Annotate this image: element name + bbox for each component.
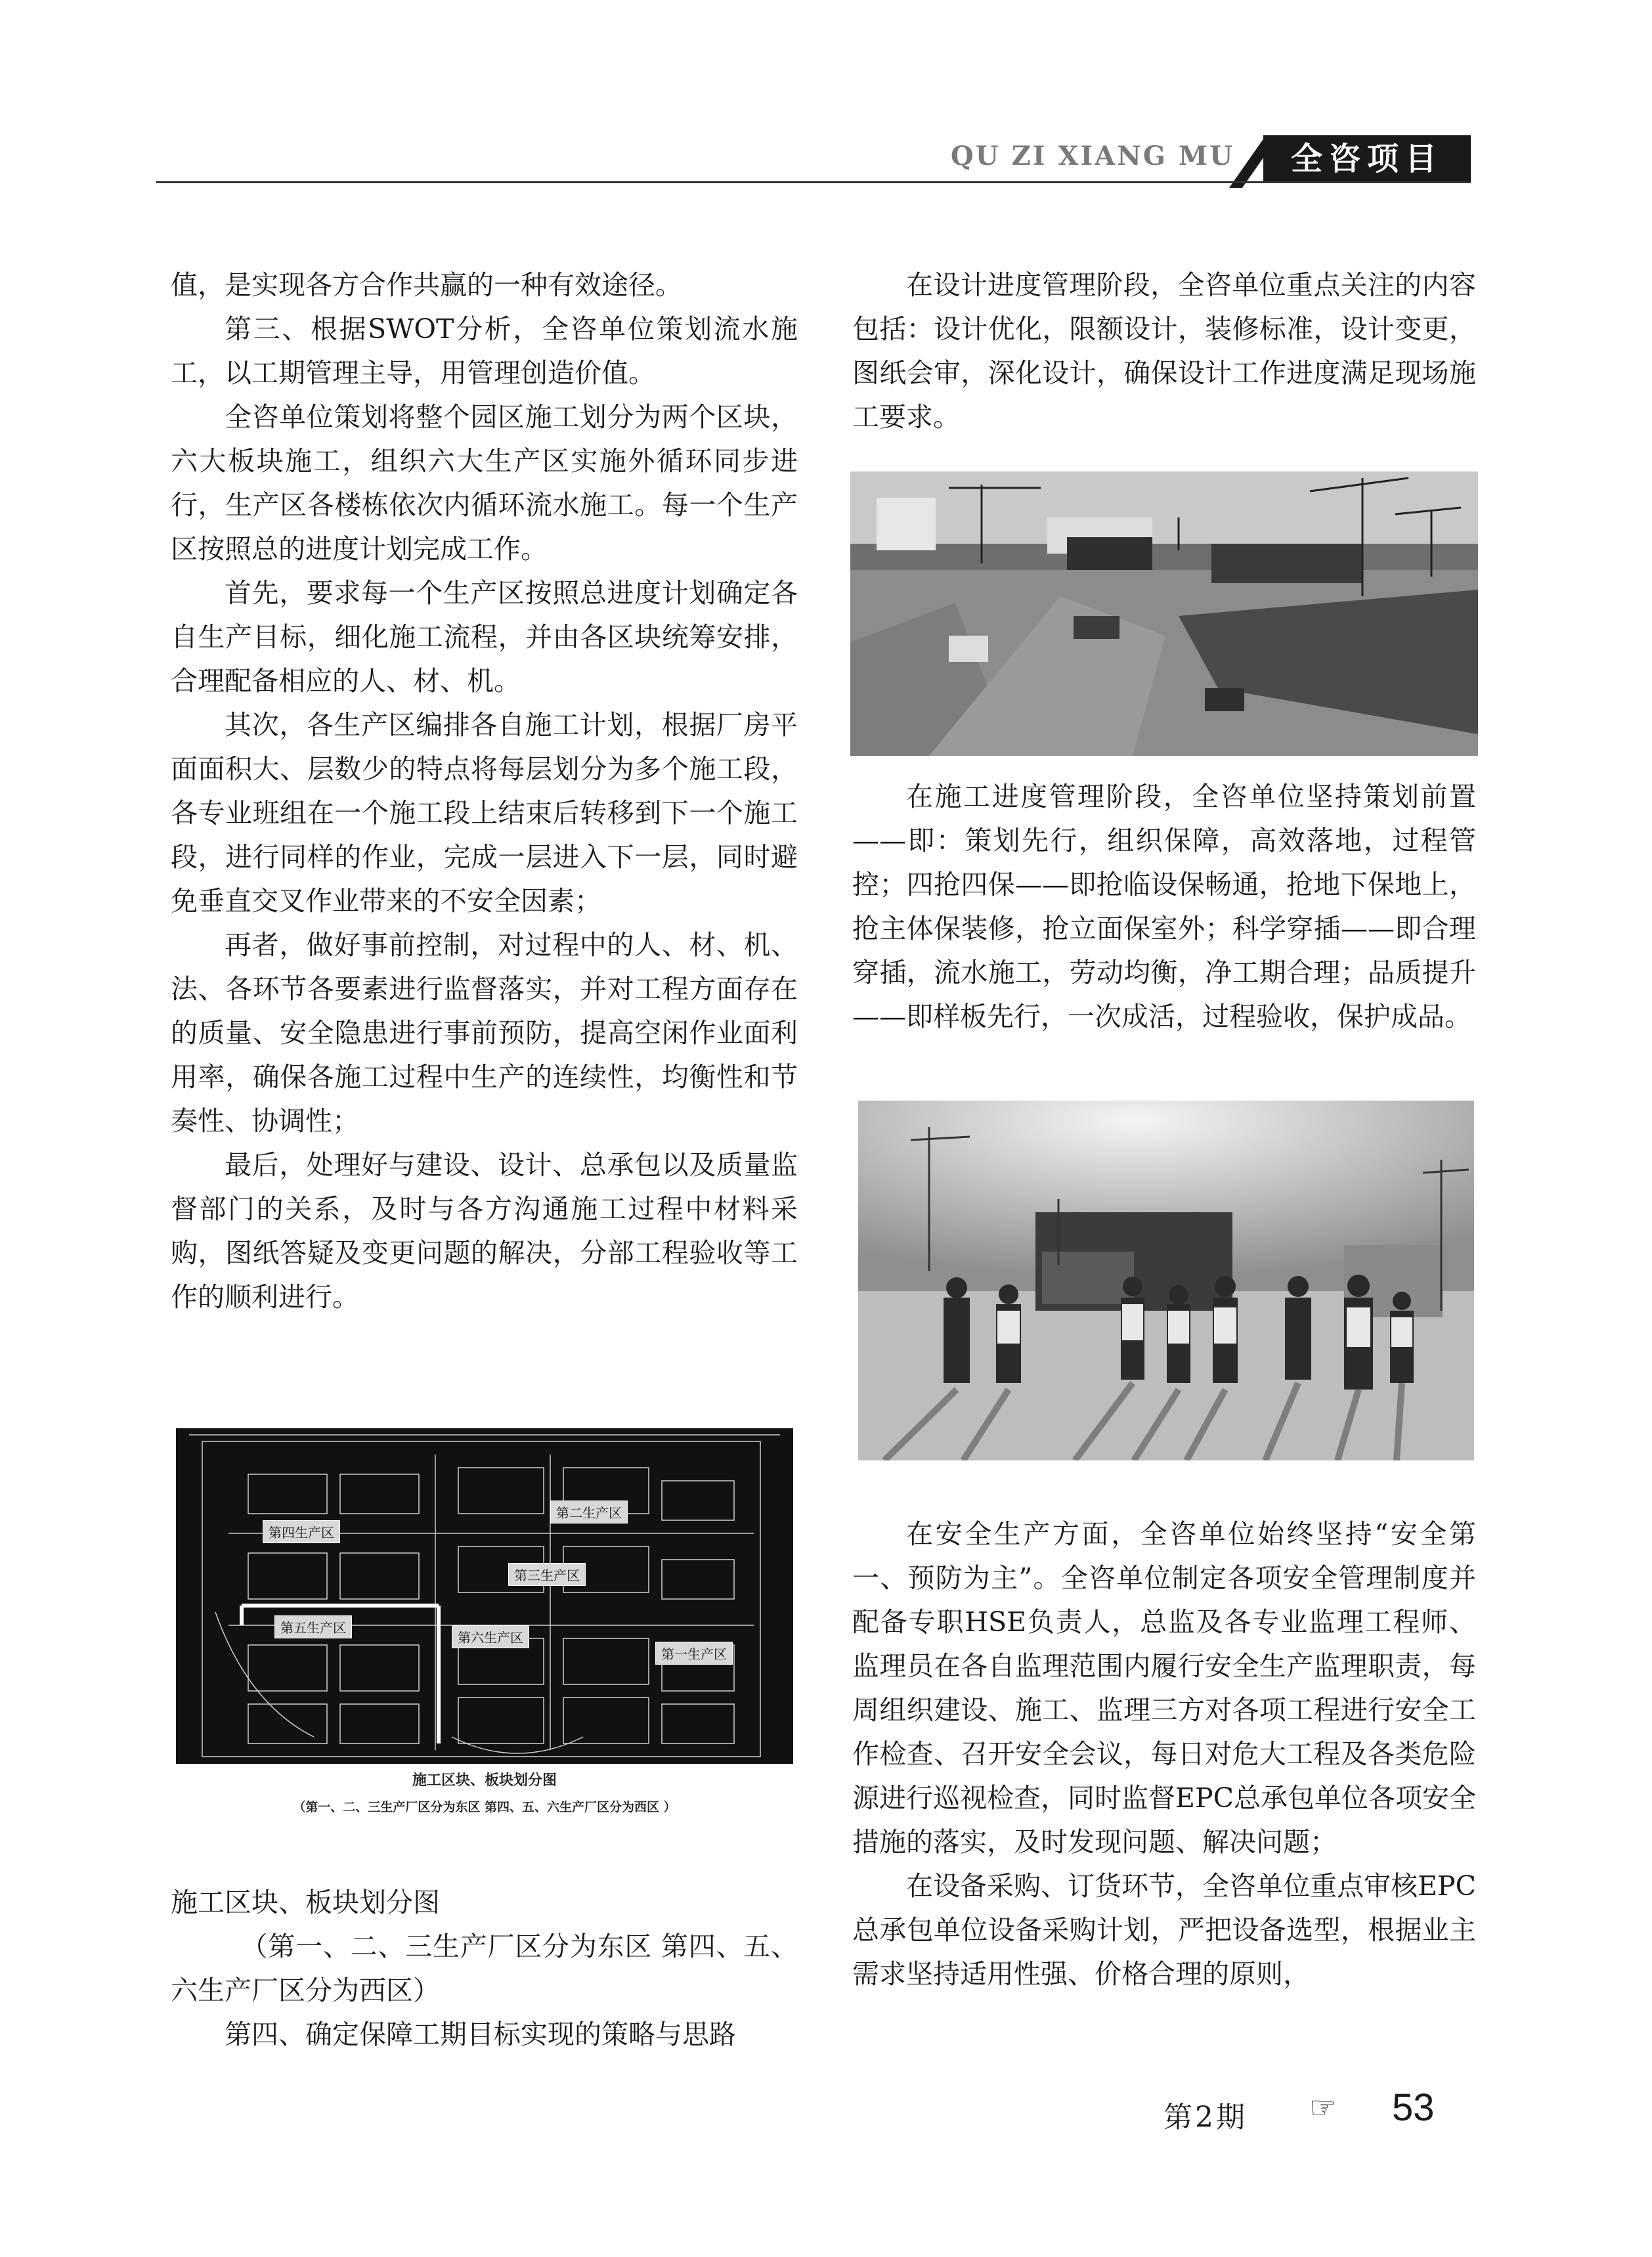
paragraph: 在安全生产方面，全咨单位始终坚持“安全第一、预防为主”。全咨单位制定各项安全管理制度并配备专职HSE负责人，总监及各专业监理工程师、监理员在各自监理范围内履行安全生产监理职责，每周组织建设、施工、监理三方对各项工程进行安全工作检查、召开安全会议，每日对危大工程及各类危险源进行巡视检查，同时监督EPC总承包单位各项安全措施的落实，及时发现问题、解决问题； [852,1518,1476,1858]
paragraph: 在设计进度管理阶段，全咨单位重点关注的内容包括：设计优化，限额设计，装修标准，设计变更，图纸会审，深化设计，确保设计工作进度满足现场施工要求。 [852,269,1476,433]
paragraph: 最后，处理好与建设、设计、总承包以及质量监督部门的关系，及时与各方沟通施工过程中材料采购，图纸答疑及变更问题的解决，分部工程验收等工作的顺利进行。 [171,1149,798,1313]
right-column-text-middle [852,775,1476,1039]
paragraph: 其次，各生产区编排各自施工计划，根据厂房平面面积大、层数少的特点将每层划分为多个施工段，各专业班组在一个施工段上结束后转移到下一个施工段，进行同样的作业，完成一层进入下一层，同时避免垂直交叉作业带来的不安全因素； [171,709,798,917]
issue-number: 第2期 [1163,2101,1248,2134]
paragraph: 在施工进度管理阶段，全咨单位坚持策划前置——即：策划先行，组织保障，高效落地，过程管控；四抢四保——即抢临设保畅通，抢地下保地上，抢主体保装修，抢立面保室外；科学穿插——即合理穿插，流水施工，劳动均衡，净工期合理；品质提升——即样板先行，一次成活，过程验收，保护成品。 [852,781,1476,1032]
zone-label-2: 第二生产区 [550,1501,628,1523]
plan-figure-inner-caption [176,1764,793,1830]
pointing-hand-icon: ☞ [1309,2090,1337,2125]
plan-caption-title: 施工区块、板块划分图 [412,1772,557,1789]
running-header-pinyin: QU ZI XIANG MU [950,141,1234,171]
inspection-team-illustration [858,1101,1474,1460]
zone-label-5: 第五生产区 [274,1615,352,1638]
zone-label-1: 第一生产区 [655,1642,733,1665]
zone-label-4: 第四生产区 [263,1520,340,1543]
paragraph: 第四、确定保障工期目标实现的策略与思路 [225,2019,736,2050]
paragraph: 在设备采购、订货环节，全咨单位重点审核EPC总承包单位设备采购计划，严把设备选型，根据业主需求坚持适用性强、价格合理的原则， [852,1870,1476,1990]
figure-caption-note: （第一、二、三生产厂区分为东区 第四、五、六生产厂区分为西区） [171,1931,798,2006]
figure-caption: 施工区块、板块划分图 [171,1887,440,1918]
paragraph: 首先，要求每一个生产区按照总进度计划确定各自生产目标，细化施工流程，并由各区块统筹安排，合理配备相应的人、材、机。 [171,577,798,697]
paragraph: 值，是实现各方合作共赢的一种有效途径。 [171,269,682,301]
right-column-text-bottom [852,1512,1476,1996]
right-column-text-top [852,263,1476,439]
header-rule [156,181,1471,183]
construction-site-photo [850,471,1478,756]
section-badge: 全咨项目 [1263,135,1471,183]
plan-caption-note: （第一、二、三生产厂区分为东区 第四、五、六生产厂区分为西区 ） [293,1800,676,1814]
zone-label-6: 第六生产区 [452,1625,529,1648]
construction-site-illustration [850,471,1478,756]
paragraph: 第三、根据SWOT分析，全咨单位策划流水施工，以工期管理主导，用管理创造价值。 [171,313,798,389]
paragraph: 再者，做好事前控制，对过程中的人、材、机、法、各环节各要素进行监督落实，并对工程方面存在的质量、安全隐患进行事前预防，提高空闲作业面利用率，确保各施工过程中生产的连续性，均衡性和节奏性、协调性； [171,929,798,1137]
left-column-text [171,263,798,1319]
paragraph: 全咨单位策划将整个园区施工划分为两个区块，六大板块施工，组织六大生产区实施外循环同步进行，生产区各楼栋依次内循环流水施工。每一个生产区按照总的进度计划完成工作。 [171,401,798,565]
zone-label-3: 第三生产区 [508,1563,586,1586]
inspection-team-photo [858,1101,1474,1460]
page-number: 53 [1392,2086,1435,2129]
left-column-lower-text [171,1881,798,2057]
